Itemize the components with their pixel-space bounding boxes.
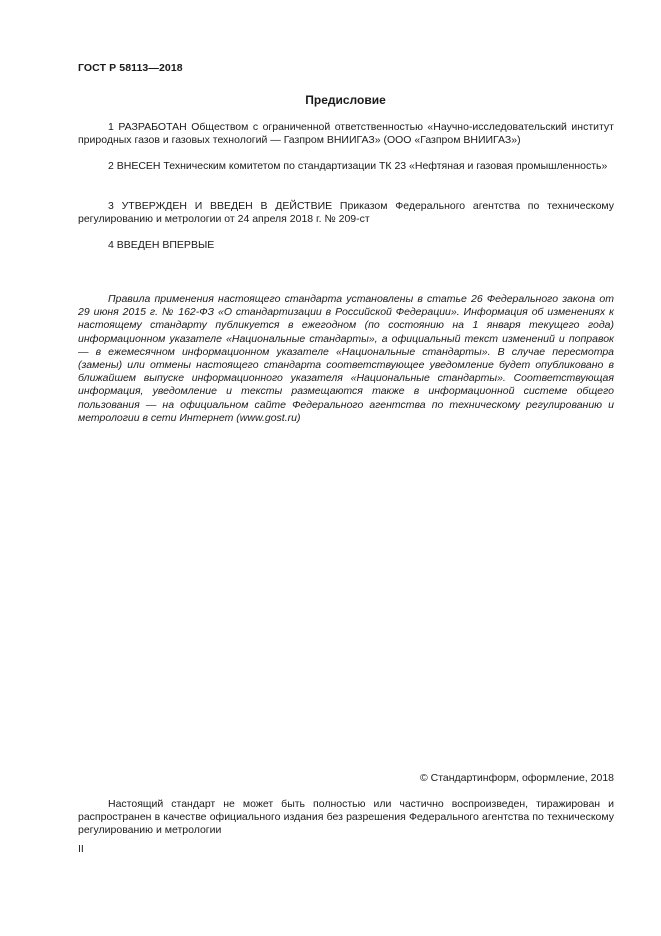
- paragraph-developed: 1 РАЗРАБОТАН Обществом с ограниченной ответственностью «Научно-исследовательский институт природных газов и газовых технологий — Газпром ВНИИГАЗ» (ООО «Газпром ВНИИГАЗ»): [78, 121, 614, 147]
- reproduction-notice: Настоящий стандарт не может быть полностью или частично воспроизведен, тиражирован и распространен в качестве официального издания без разрешения Федерального агентства по техническому регулированию и метрологии: [78, 798, 614, 837]
- page-number: II: [78, 843, 84, 855]
- paragraph-introduced: 2 ВНЕСЕН Техническим комитетом по стандартизации ТК 23 «Нефтяная и газовая промышленность»: [108, 160, 608, 172]
- copyright-line: © Стандартинформ, оформление, 2018: [419, 772, 614, 784]
- paragraph-approved: 3 УТВЕРЖДЕН И ВВЕДЕН В ДЕЙСТВИЕ Приказом Федерального агентства по техническому регулированию и метрологии от 24 апреля 2018 г. № 209-ст: [78, 200, 614, 226]
- paragraph-first-introduced: 4 ВВЕДЕН ВПЕРВЫЕ: [108, 239, 215, 251]
- application-rules-notice: Правила применения настоящего стандарта установлены в статье 26 Федерального закона от 29 июня 2015 г. № 162-ФЗ «О стандартизации в Российской Федерации». Информация об изменениях к настоящему стандарту публикуется в ежегодном (по состоянию на 1 января текущего года) информационном указателе «Национальные стандарты», а официальный текст изменений и поправок — в ежемесячном информационном указателе «Национальные стандарты». В случае пересмотра (замены) или отмены настоящего стандарта соответствующее уведомление будет опубликовано в ближайшем выпуске информационного указателя «Национальные стандарты». Соответствующая информация, уведомление и тексты размещаются также в информационной системе общего пользования — на официальном сайте Федерального агентства по техническому регулированию и метрологии в сети Интернет (www.gost.ru): [78, 293, 614, 424]
- document-number: ГОСТ Р 58113—2018: [78, 62, 183, 74]
- section-title: Предисловие: [305, 93, 386, 107]
